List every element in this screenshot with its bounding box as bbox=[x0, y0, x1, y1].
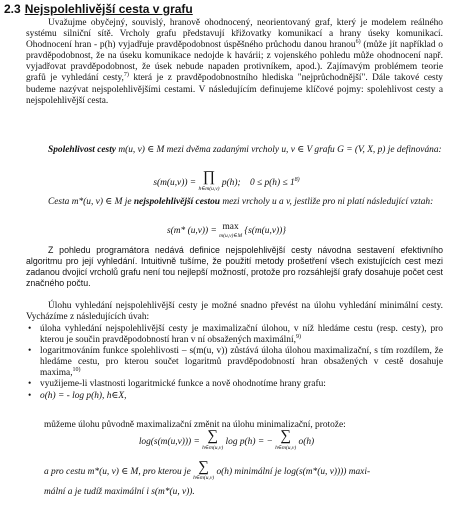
eq1-subscript: h∈m(u,v) bbox=[198, 186, 220, 192]
equation-log-sum bbox=[0, 428, 453, 452]
programmer-paragraph: Z pohledu programátora nedává definice nejspolehlivější cesty návodna sestavení efektivního algoritmu pro její vyhledání. Intuitivně tušíme, že použití metody prošetření všech existujících cest mezi zadanou dvojicí vrcholů grafu není tou nejlepší možností, protože pro rozsáhlejší grafy dosahuje počet cest značného počtu. bbox=[26, 245, 443, 289]
conclusion-subscript: h∈m(u,v) bbox=[193, 475, 215, 481]
intro-paragraph-block bbox=[0, 18, 453, 107]
bullet-marker: • bbox=[28, 390, 32, 401]
list-item bbox=[0, 324, 453, 346]
bullet-text: úloha vyhledání nejspolehlivější cesty je maximalizační úlohou, v níž hledáme cestu (resp. cesty), pro kterou je součin pravděpodobností hran v ní obsažených maximální, bbox=[40, 324, 443, 346]
definition-reliability bbox=[0, 145, 453, 156]
bullet-text: logaritmováním funkce spolehlivosti – s(m(u, v)) zůstává úloha úlohou maximalizační, s tím rozdílem, že hledáme cestu, pro kterou součet logaritmů pravděpodobností hran obsažených v cestě dosahuje maxima, bbox=[40, 346, 443, 379]
minimization-paragraph-block bbox=[0, 420, 453, 431]
eq3-middle: log p(h) = − bbox=[225, 437, 273, 448]
minimization-paragraph: můžeme úlohu původně maximalizační změnit na úlohu minimalizační, protože: bbox=[44, 420, 346, 430]
product-symbol: ∏ bbox=[202, 169, 216, 185]
footnote-ref-7: 7) bbox=[123, 72, 129, 79]
section-title: Nejspolehlivější cesta v grafu bbox=[24, 2, 193, 16]
bullet-marker: • bbox=[28, 324, 32, 334]
section-number: 2.3 bbox=[4, 2, 21, 16]
footnote-ref-6: 6) bbox=[355, 39, 361, 46]
bullet-text: o(h) = - log p(h), h∈X, bbox=[40, 390, 127, 401]
definition-most-reliable bbox=[0, 197, 453, 208]
conclusion-line-2 bbox=[0, 487, 453, 498]
footnote-ref-9: 9) bbox=[295, 333, 301, 340]
max-operator: max bbox=[222, 222, 239, 232]
eq1-body: p(h); bbox=[221, 178, 241, 189]
bullet-list bbox=[0, 324, 453, 402]
programmer-paragraph-block bbox=[0, 245, 453, 289]
definition-most-reliable-block bbox=[0, 197, 453, 208]
conclusion-line-1 bbox=[0, 459, 453, 481]
list-item bbox=[0, 379, 453, 390]
conclusion-line-1-text bbox=[0, 459, 453, 481]
reduction-paragraph-block bbox=[0, 301, 453, 323]
eq2-body: {s(m(u,v))} bbox=[244, 226, 286, 237]
definition-reliability-block bbox=[0, 145, 453, 156]
footnote-ref-10: 10) bbox=[72, 367, 81, 374]
eq3-subscript-a: h∈m(u,v) bbox=[202, 445, 224, 451]
conclusion-line-2-text: mální a je tudíž maximální i s(m*(u, v)). bbox=[44, 487, 195, 497]
definition-most-reliable-text-a: Cesta m*(u, v) ∈ M je bbox=[48, 197, 134, 207]
list-item bbox=[0, 346, 453, 379]
eq2-subscript: m(u,v)∈M bbox=[219, 233, 243, 239]
definition-most-reliable-text-b: mezi vrcholy u a v, jestliže pro ni platí následující vztah: bbox=[220, 197, 434, 207]
sum-symbol: ∑ bbox=[207, 428, 219, 444]
eq2-lhs: s(m* (u,v)) = bbox=[167, 226, 217, 237]
eq3-lhs: log(s(m(u,v))) = bbox=[138, 437, 200, 448]
definition-term-most-reliable: nejspolehlivější cestou bbox=[133, 197, 221, 207]
conclusion-text-b: o(h) minimální je log(s(m*(u, v)))) maxi- bbox=[216, 467, 371, 478]
eq1-lhs: s(m(u,v)) = bbox=[153, 178, 197, 189]
bullet-marker: • bbox=[28, 346, 32, 357]
definition-reliability-text: m(u, v) ∈ M mezi dvěma zadanými vrcholy u, v ∈ V grafu G = (V, X, p) je definována: bbox=[115, 145, 442, 155]
equation-reliability bbox=[0, 169, 453, 193]
footnote-ref-8: 8) bbox=[294, 177, 300, 184]
intro-text-b: (může jít například o pravděpodobnost, že na úseku komunikace nedojde k havárii; z vojenského pohledu může ohodnocení např. vyjadřovat pravděpodobnost, že úsek nebude napaden protivníkem, apod.). Zajímavým problémem teorie grafů je vyhledání cesty, bbox=[26, 40, 443, 84]
sum-symbol: ∑ bbox=[198, 459, 209, 475]
intro-paragraph bbox=[0, 18, 453, 107]
intro-text-a: Uvažujme obyčejný, souvislý, hranově ohodnocený, neorientovaný graf, který je modelem reálného systému silniční sítě. Vrcholy grafu představují křižovatky komunikací a hrany úseky komunikací. Ohodnocení hran - p(h) vyjadřuje pravděpodobnost úspěšného průchodu danou hranou bbox=[26, 18, 443, 51]
bullet-text: využijeme-li vlastnosti logaritmické funkce a nově ohodnotíme hrany grafu: bbox=[40, 379, 326, 390]
intro-text-c: která je z pravděpodobnostního hlediska "nejprůchodnější". Dále takové cesty budeme nazývat nejspolehlivějšími cestami. V následujícím definujeme klíčové pojmy: spolehlivost cesty a nejspolehlivější cesta. bbox=[26, 73, 443, 106]
list-item bbox=[0, 391, 453, 402]
section-heading bbox=[4, 1, 193, 17]
reduction-paragraph: Úlohu vyhledání nejspolehlivější cesty je možné snadno převést na úlohu vyhledání minimální cesty. Vycházíme z následujících úvah: bbox=[26, 301, 443, 323]
definition-term-reliability: Spolehlivost cesty bbox=[48, 145, 116, 155]
eq3-subscript-b: h∈m(u,v) bbox=[275, 445, 297, 451]
equation-max-reliability bbox=[0, 223, 453, 239]
bullet-marker: • bbox=[28, 379, 32, 390]
eq3-rhs: o(h) bbox=[298, 437, 315, 448]
sum-symbol: ∑ bbox=[280, 428, 292, 444]
eq1-condition: 0 ≤ p(h) ≤ 1 bbox=[249, 178, 295, 189]
conclusion-text-a: a pro cestu m*(u, v) ∈ M, pro kterou je bbox=[44, 467, 191, 478]
